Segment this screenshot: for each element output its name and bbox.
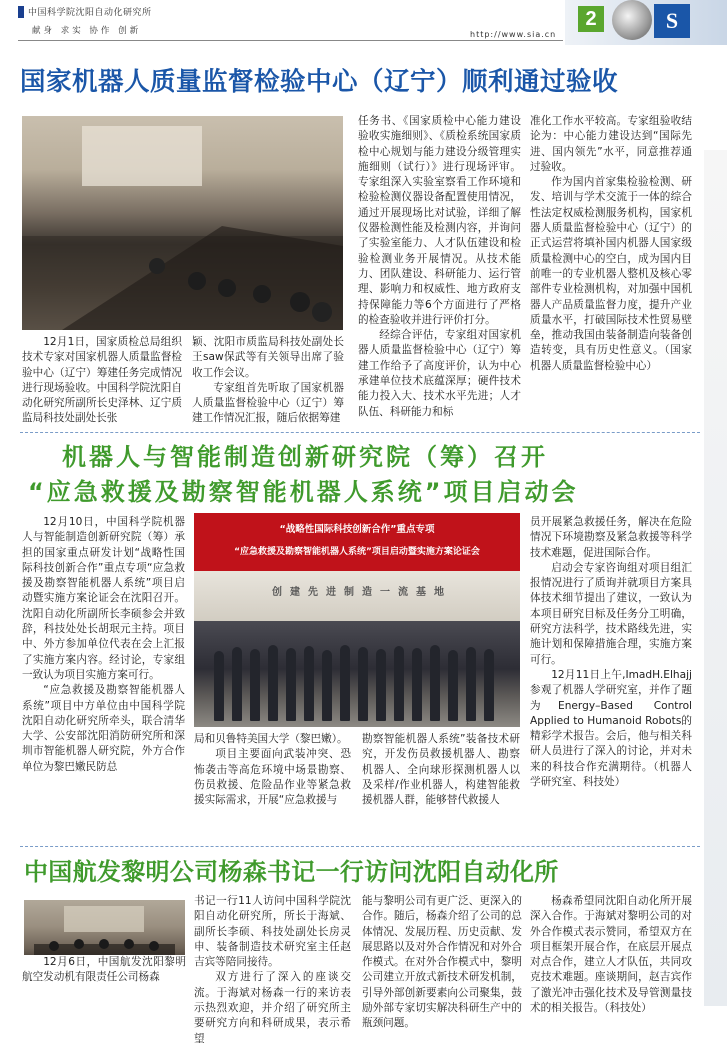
person-figure — [466, 647, 476, 721]
person-figure — [214, 651, 224, 721]
article2-col4-p3: 12月11日上午,ImadH.Elhajj参观了机器人学研究室，并作了题为Energy–Based Control Applied to Humanoid Robots的精彩学术报告。会后，他与相关科研人员进行了深入的讨论，并对未来的科技合作充满期待。（机器人学研究室、科技处） — [530, 668, 692, 789]
wall-slogan: 创建先进制造一流基地 — [272, 587, 452, 598]
article3-col2 — [194, 850, 351, 1045]
person-figure — [430, 645, 440, 721]
side-margin-strip — [704, 150, 727, 1006]
person-figure — [322, 650, 332, 721]
article1-col3 — [358, 114, 521, 426]
person-figure — [268, 645, 278, 721]
article2-title-line1: 机器人与智能制造创新研究院（筹）召开 — [62, 443, 548, 471]
banner-line2: “应急救援及勘察智能机器人系统”项目启动暨实施方案论证会 — [234, 547, 480, 557]
article1-photo — [22, 116, 343, 330]
person-figure — [286, 648, 296, 721]
header-divider — [18, 40, 563, 41]
article1-title: 国家机器人质量监督检验中心（辽宁）顺利通过验收 — [20, 67, 619, 97]
article1-col3-p1: 任务书、《国家质检中心能力建设验收实施细则》、《质检系统国家质检中心规划与能力建设分级管理实施细则（试行）》进行现场评审。专家组深入实验室察看工作环境和检验检测仪器设备配置使用情况，通过开展现场比对试验，详细了解仪器检测性能及检测内容，并询问了实验室能力、人才队伍建设和检验检测业务开展情况。从技术能力、团队建设、科研能力、运行管理、影响力和权威性、地方政府支持保障能力等6个方面进行了严格的检查验收并进行评价打分。 — [358, 115, 521, 326]
person-figure — [250, 649, 260, 721]
person-figure — [394, 646, 404, 721]
person-figure — [232, 647, 242, 721]
article2-col1-p2: “应急救援及勘察智能机器人系统”项目中方单位由中国科学院沈阳自动化研究所牵头，联合清华大学、公安部沈阳消防研究所和深圳市智能机器人研究院，外方合作单位为黎巴嫩民防总 — [22, 684, 185, 773]
article1-col2 — [192, 335, 344, 425]
article1-col4-p2: 作为国内首家集检验检测、研发、培训与学术交流于一体的综合性法定权威检测服务机构，国家机器人质量监督检验中心（辽宁）的正式运营将填补国内机器人国家级质量检测中心的空白，成为国内目前唯一的专业机器人整机及核心零部件专业检测机构，对加强中国机器人产品质量监督力度，提升产业质量水平，打破国际技术性贸易壁垒，推动我国由装备制造向装备创造转变，具有历史性意义。（国家机器人质量监督检验中心） — [530, 176, 692, 372]
person-figure — [358, 647, 368, 721]
person-figure — [448, 650, 458, 721]
article1-col2-p2: 专家组首先听取了国家机器人质量监督检验中心（辽宁）筹建工作情况汇报，随后依据筹建 — [192, 381, 344, 425]
person-figure — [376, 649, 386, 721]
article2-title-line2: “应急救援及勘察智能机器人系统”项目启动会 — [28, 478, 579, 506]
group-photo — [194, 621, 520, 727]
person-figure — [340, 645, 350, 721]
article3-title: 中国航发黎明公司杨森书记一行访问沈阳自动化所 — [24, 858, 559, 886]
article1-col1: 12月1日，国家质检总局组织技术专家对国家机器人质量监督检验中心（辽宁）筹建任务完成情况进行现场验收。中国科学院沈阳自动化研究所副所长史泽林、辽宁质监局科技处副处长张 — [22, 336, 182, 425]
banner-line1: “战略性国际科技创新合作”重点专项 — [279, 524, 435, 535]
article3-col4: 杨森希望同沈阳自动化所开展深入合作。于海斌对黎明公司的对外合作模式表示赞同，希望双方在项目框架开展合作，在底层开展点对点合作，建立人才队伍，共同攻克技术难题。座谈期间，赵吉宾作了激光冲击强化技术及导管测量技术的相关报告。（科技处） — [530, 895, 692, 1015]
section-divider-1 — [20, 432, 700, 433]
event-banner — [194, 513, 520, 571]
article2-col4 — [530, 515, 692, 837]
article3-col1: 12月6日，中国航发沈阳黎明航空发动机有限责任公司杨森 — [22, 955, 186, 1003]
header-url[interactable]: http://www.sia.cn — [470, 30, 557, 39]
article2-col2 — [194, 732, 351, 838]
person-figure — [304, 646, 314, 721]
header-slogan: 献身 求实 协作 创新 — [32, 26, 142, 36]
article2-col1 — [22, 515, 185, 837]
article2-col4-p2: 启动会专家咨询组对项目组汇报情况进行了质询并就项目方案具体技术细节提出了建议，一致认为本项目研究目标及任务分工明确，研究方法科学，技术路线先进，实施计划和保障措施合理，实施方案可行。 — [530, 561, 692, 666]
article3-col2-p1: 书记一行11人访问中国科学院沈阳自动化研究所，所长于海斌、副所长李硕、科技处副处长房灵申、装备制造技术研究室主任赵吉宾等陪同接待。 — [194, 895, 351, 969]
photo-wall — [194, 571, 520, 621]
article2-col2-p1: 局和贝鲁特美国大学（黎巴嫩）。 — [194, 733, 348, 745]
article2-photo — [194, 513, 520, 727]
section-divider-2 — [20, 846, 700, 847]
article2-col1-p1: 12月10日，中国科学院机器人与智能制造创新研究院（筹）承担的国家重点研发计划“战略性国际科技创新合作”重点专项“应急救援及勘察智能机器人系统”项目启动暨实施方案论证会在沈阳召开。沈阳自动化所副所长李硕参会并致辞，科技处处长胡珉元主持。项目中、外方参加单位代表在会上汇报了实施方案内容。经讨论，专家组一致认为项目实施方案可行。 — [22, 516, 185, 681]
article3-col3: 能与黎明公司有更广泛、更深入的合作。随后，杨森介绍了公司的总体情况、发展历程、历史贡献、发展思路以及对外合作情况和对外合作模式。在对外合作模式中，黎明公司建立开放式新技术研发机制，引导外部创新要素向公司聚集，鼓励外部专家切实解决科研生产中的瓶颈问题。 — [362, 895, 522, 1030]
article2-col3: 勘察智能机器人系统”装备技术研究，开发伤员救援机器人、勘察机器人、全向球形探测机器人以及采样/作业机器人，构建智能救援机器人群，能够替代救援人 — [362, 733, 520, 807]
article2-col4-p1: 员开展紧急救援任务，解决在危险情况下环境勘察及紧急救援等科学技术难题，促进国际合作。 — [530, 516, 692, 559]
page-number-badge: 2 — [578, 6, 604, 32]
article1-col4 — [530, 114, 692, 379]
article1-col3-p2: 经综合评估，专家组对国家机器人质量监督检验中心（辽宁）筹建工作给予了高度评价，认为中心承建单位技术底蕴深厚；硬件技术能力投入大、技术水平先进；人才队伍、科研能力和标 — [358, 329, 521, 418]
person-figure — [412, 648, 422, 721]
globe-icon — [612, 0, 652, 40]
sia-logo: S — [654, 4, 690, 38]
article1-col2-p1: 颖、沈阳市质监局科技处副处长王saw保武等有关领导出席了验收工作会议。 — [192, 336, 344, 379]
article1-col4-p1: 准化工作水平较高。专家组验收结论为：中心能力建设达到“国际先进、国内领先”水平，同意推荐通过验收。 — [530, 115, 692, 173]
article2-col2-p2: 项目主要面向武装冲突、恐怖袭击等高危环境中场景勘察、伤员救援、危险品作业等紧急救援实际需求，开展“应急救援与 — [194, 748, 351, 807]
person-figure — [484, 649, 494, 721]
header-org-name: 中国科学院沈阳自动化研究所 — [28, 8, 152, 18]
header-accent-bar — [18, 6, 24, 18]
meeting-room-photo-icon — [22, 116, 343, 330]
article3-col2-p2: 双方进行了深入的座谈交流。于海斌对杨森一行的来访表示热烈欢迎，并介绍了研究所主要研究方向和科研成果，表示希望 — [194, 971, 351, 1045]
